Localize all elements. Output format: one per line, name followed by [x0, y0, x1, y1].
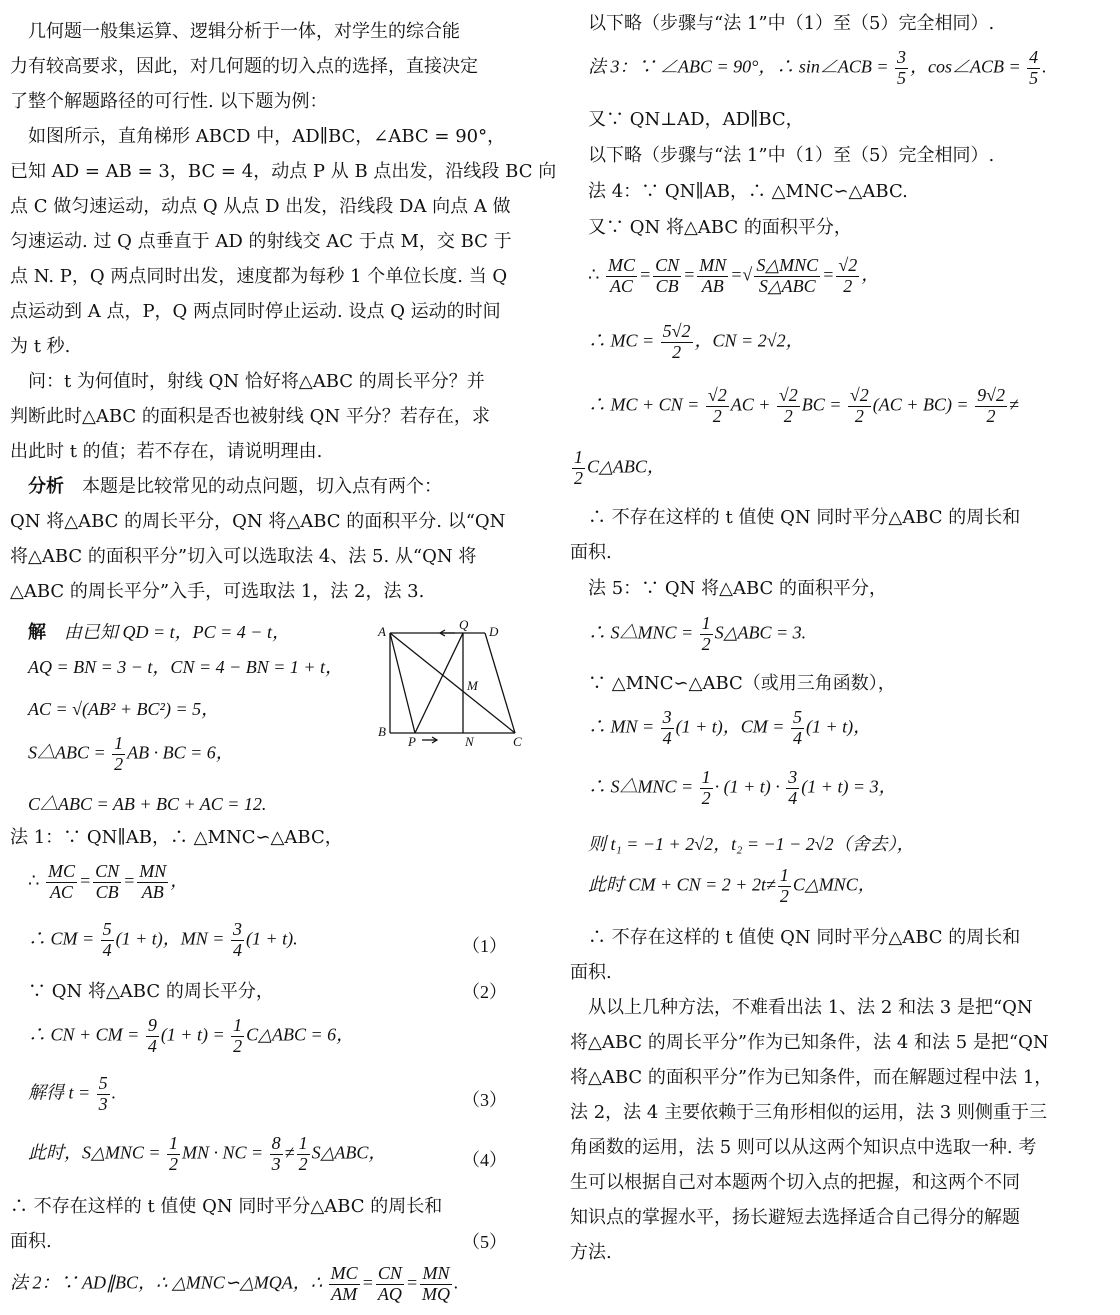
analysis-line-3: 将△ABC 的面积平分”切入可以选取法 4、法 5. 从“QN 将: [10, 546, 477, 567]
method-5-t: 则 t₁ = −1 + 2√2，t₂ = −1 − 2√2（舍去），: [588, 834, 915, 854]
label-B: B: [378, 724, 386, 739]
method-1-area: 此时，S△MNC = $\frac{1}{2}$ MN · NC = $\frac{8}{3}$ ≠ $\frac{1}{2}$ S△ABC， （4）: [28, 1133, 507, 1174]
method-5-conclusion-2: 面积.: [570, 962, 612, 983]
eq-number-5: （5）: [462, 1232, 507, 1252]
solution-line-4: S△ABC = $\frac{1}{2}$ AB · BC = 6，: [28, 733, 234, 774]
right-line-4: 以下略（步骤与“法 1”中（1）至（5）完全相同）.: [588, 145, 995, 166]
method-4-conclusion: ∴ 不存在这样的 t 值使 QN 同时平分△ABC 的周长和: [570, 507, 1021, 528]
method-5-area: ∴ S△MNC = $\frac{1}{2}$ · (1 + t) · $\frac{3}{4}$ (1 + t) = 3，: [588, 767, 897, 808]
diagonal-AC: [390, 633, 515, 733]
analysis-text-1: 本题是比较常见的动点问题，切入点有两个：: [82, 476, 442, 497]
summary-line-5: 角函数的运用，法 5 则可以从这两个知识点中选取一种. 考: [570, 1137, 1037, 1158]
eq-number-4: （4）: [462, 1150, 507, 1170]
question-line-3: 出此时 t 的值；若不存在，请说明理由.: [10, 441, 323, 462]
frac-half-1: $\frac{1}{2}$: [114, 733, 124, 774]
segment-AP: [390, 633, 415, 733]
eq-number-1: （1）: [462, 936, 507, 956]
method-5-s: ∴ S△MNC = $\frac{1}{2}$ S△ABC = 3.: [588, 613, 807, 654]
method-1-header: 法 1：∵ QN∥AB，∴ △MNC∽△ABC，: [10, 827, 343, 848]
right-line-3: 又∵ QN⊥AD，AD∥BC，: [588, 109, 804, 130]
solution-line-3: AC = √(AB² + BC²) = 5，: [28, 699, 220, 719]
summary-line-7: 知识点的掌握水平，扬长避短去选择适合自己得分的解题: [570, 1207, 1020, 1228]
label-D: D: [489, 624, 499, 639]
eq-number-3: （3）: [462, 1090, 507, 1110]
method-5-similar: ∵ △MNC∽△ABC（或用三角函数），: [588, 673, 896, 694]
trapezoid-figure: [375, 618, 535, 753]
summary-line-1: 从以上几种方法，不难看出法 1、法 2 和法 3 是把“QN: [570, 997, 1033, 1018]
problem-line-7: 为 t 秒.: [10, 336, 71, 357]
method-3-header: 法 3：∵ ∠ABC = 90°，∴ sin∠ACB = $\frac{3}{5}$ ，cos∠ACB = $\frac{4}{5}$ .: [588, 47, 1047, 88]
eq-number-2: （2）: [462, 982, 507, 1002]
problem-line-2: 已知 AD = AB = 3，BC = 4，动点 P 从 B 点出发，沿线段 BC 向: [10, 161, 557, 182]
summary-line-8: 方法.: [570, 1242, 612, 1263]
intro-line-1: 几何题一般集运算、逻辑分析于一体，对学生的综合能: [10, 21, 460, 42]
method-1-cm: ∴ CM = $\frac{5}{4}$ (1 + t)，MN = $\frac{3}{4}$ (1 + t). （1）: [28, 919, 507, 960]
label-P: P: [408, 734, 416, 749]
summary-line-3: 将△ABC 的面积平分”作为已知条件，而在解题过程中法 1，: [570, 1067, 1053, 1088]
method-2-header: 法 2：∵ AD∥BC，∴ △MNC∽△MQA，∴ $\frac{MC}{AM}$ = $\frac{CN}{AQ}$ = $\frac{MN}{MQ}$ .: [10, 1263, 459, 1304]
right-line-6: 又∵ QN 将△ABC 的面积平分，: [588, 217, 852, 238]
label-A: A: [378, 624, 386, 639]
label-N: N: [465, 734, 474, 749]
method-5-header: 法 5：∵ QN 将△ABC 的面积平分，: [588, 578, 888, 599]
segment-DC: [485, 633, 515, 733]
analysis-label: 分析: [28, 476, 64, 497]
method-4-c: $\frac{1}{2}$ C△ABC，: [574, 447, 665, 488]
summary-line-2: 将△ABC 的周长平分”作为已知条件，法 4 和法 5 是把“QN: [570, 1032, 1049, 1053]
problem-line-6: 点运动到 A 点，P，Q 两点同时停止运动. 设点 Q 运动的时间: [10, 301, 501, 322]
method-1-conclusion: ∴ 不存在这样的 t 值使 QN 同时平分△ABC 的周长和: [10, 1196, 443, 1217]
method-1-conclusion-2: 面积. （5）: [10, 1231, 507, 1252]
method-1-sum: ∴ CN + CM = $\frac{9}{4}$ (1 + t) = $\frac{1}{2}$ C△ABC = 6，: [28, 1015, 355, 1056]
analysis-line-1: [10, 475, 515, 499]
method-4-ratio: ∴ $\frac{MC}{AC}$ = $\frac{CN}{CB}$ = $\frac{MN}{AB}$ =√ $\frac{\text{S△MNC}}{\text{S△ABC}}$ = $\frac{√2}{2}$ ，: [588, 255, 880, 296]
method-4-conclusion-2: 面积.: [570, 542, 612, 563]
question-line-1: 问：t 为何值时，射线 QN 恰好将△ABC 的周长平分？并: [10, 371, 485, 392]
solution-label: 解: [28, 622, 46, 643]
method-5-mn: ∴ MN = $\frac{3}{4}$ (1 + t)，CM = $\frac{5}{4}$ (1 + t)，: [588, 707, 872, 748]
method-1-bisect: ∵ QN 将△ABC 的周长平分， （2）: [28, 981, 507, 1002]
problem-line-4: 匀速运动. 过 Q 点垂直于 AD 的射线交 AC 于点 M，交 BC 于: [10, 231, 512, 252]
problem-line-5: 点 N. P，Q 两点同时出发，速度都为每秒 1 个单位长度. 当 Q: [10, 266, 508, 287]
method-1-t: 解得 t = $\frac{5}{3}$ . （3）: [28, 1073, 507, 1114]
label-M: M: [467, 678, 478, 693]
method-4-header: 法 4：∵ QN∥AB，∴ △MNC∽△ABC.: [588, 181, 908, 202]
method-1-ratio: ∴ $\frac{MC}{AC}$ = $\frac{CN}{CB}$ = $\frac{MN}{AB}$ ，: [28, 861, 189, 902]
segment-QP: [415, 633, 463, 733]
method-5-conclusion: ∴ 不存在这样的 t 值使 QN 同时平分△ABC 的周长和: [570, 927, 1021, 948]
method-4-sum: ∴ MC + CN = $\frac{√2}{2}$ AC + $\frac{√2}{2}$ BC = $\frac{√2}{2}$ (AC + BC) = $\frac{9√2}{2}$ ≠: [588, 385, 1019, 426]
question-line-2: 判断此时△ABC 的面积是否也被射线 QN 平分？若存在，求: [10, 406, 490, 427]
summary-line-6: 生可以根据自己对本题两个切入点的把握，和这两个不同: [570, 1172, 1020, 1193]
label-Q: Q: [459, 618, 469, 632]
method-4-mc: ∴ MC = $\frac{5√2}{2}$ ，CN = 2√2，: [588, 321, 804, 362]
right-line-1: 以下略（步骤与“法 1”中（1）至（5）完全相同）.: [588, 13, 995, 34]
summary-line-4: 法 2，法 4 主要依赖于三角形相似的运用，法 3 则侧重于三: [570, 1102, 1047, 1123]
problem-line-1: 如图所示，直角梯形 ABCD 中，AD∥BC，∠ABC = 90°，: [10, 126, 506, 147]
solution-line-5: C△ABC = AB + BC + AC = 12.: [28, 794, 267, 814]
intro-line-2: 力有较高要求，因此，对几何题的切入点的选择，直接决定: [10, 56, 478, 77]
label-C: C: [513, 734, 522, 749]
analysis-line-4: △ABC 的周长平分”入手，可选取法 1，法 2，法 3.: [10, 581, 425, 602]
analysis-line-2: QN 将△ABC 的周长平分，QN 将△ABC 的面积平分. 以“QN: [10, 511, 506, 532]
intro-line-3: 了整个解题路径的可行性. 以下题为例：: [10, 91, 328, 112]
solution-line-2: AQ = BN = 3 − t，CN = 4 − BN = 1 + t，: [28, 657, 344, 677]
solution-line-1: 解 由已知 QD = t，PC = 4 − t，: [28, 622, 290, 643]
problem-line-3: 点 C 做匀速运动，动点 Q 从点 D 出发，沿线段 DA 向点 A 做: [10, 196, 511, 217]
method-5-check: 此时 CM + CN = 2 + 2t≠ $\frac{1}{2}$ C△MNC，: [588, 865, 876, 906]
